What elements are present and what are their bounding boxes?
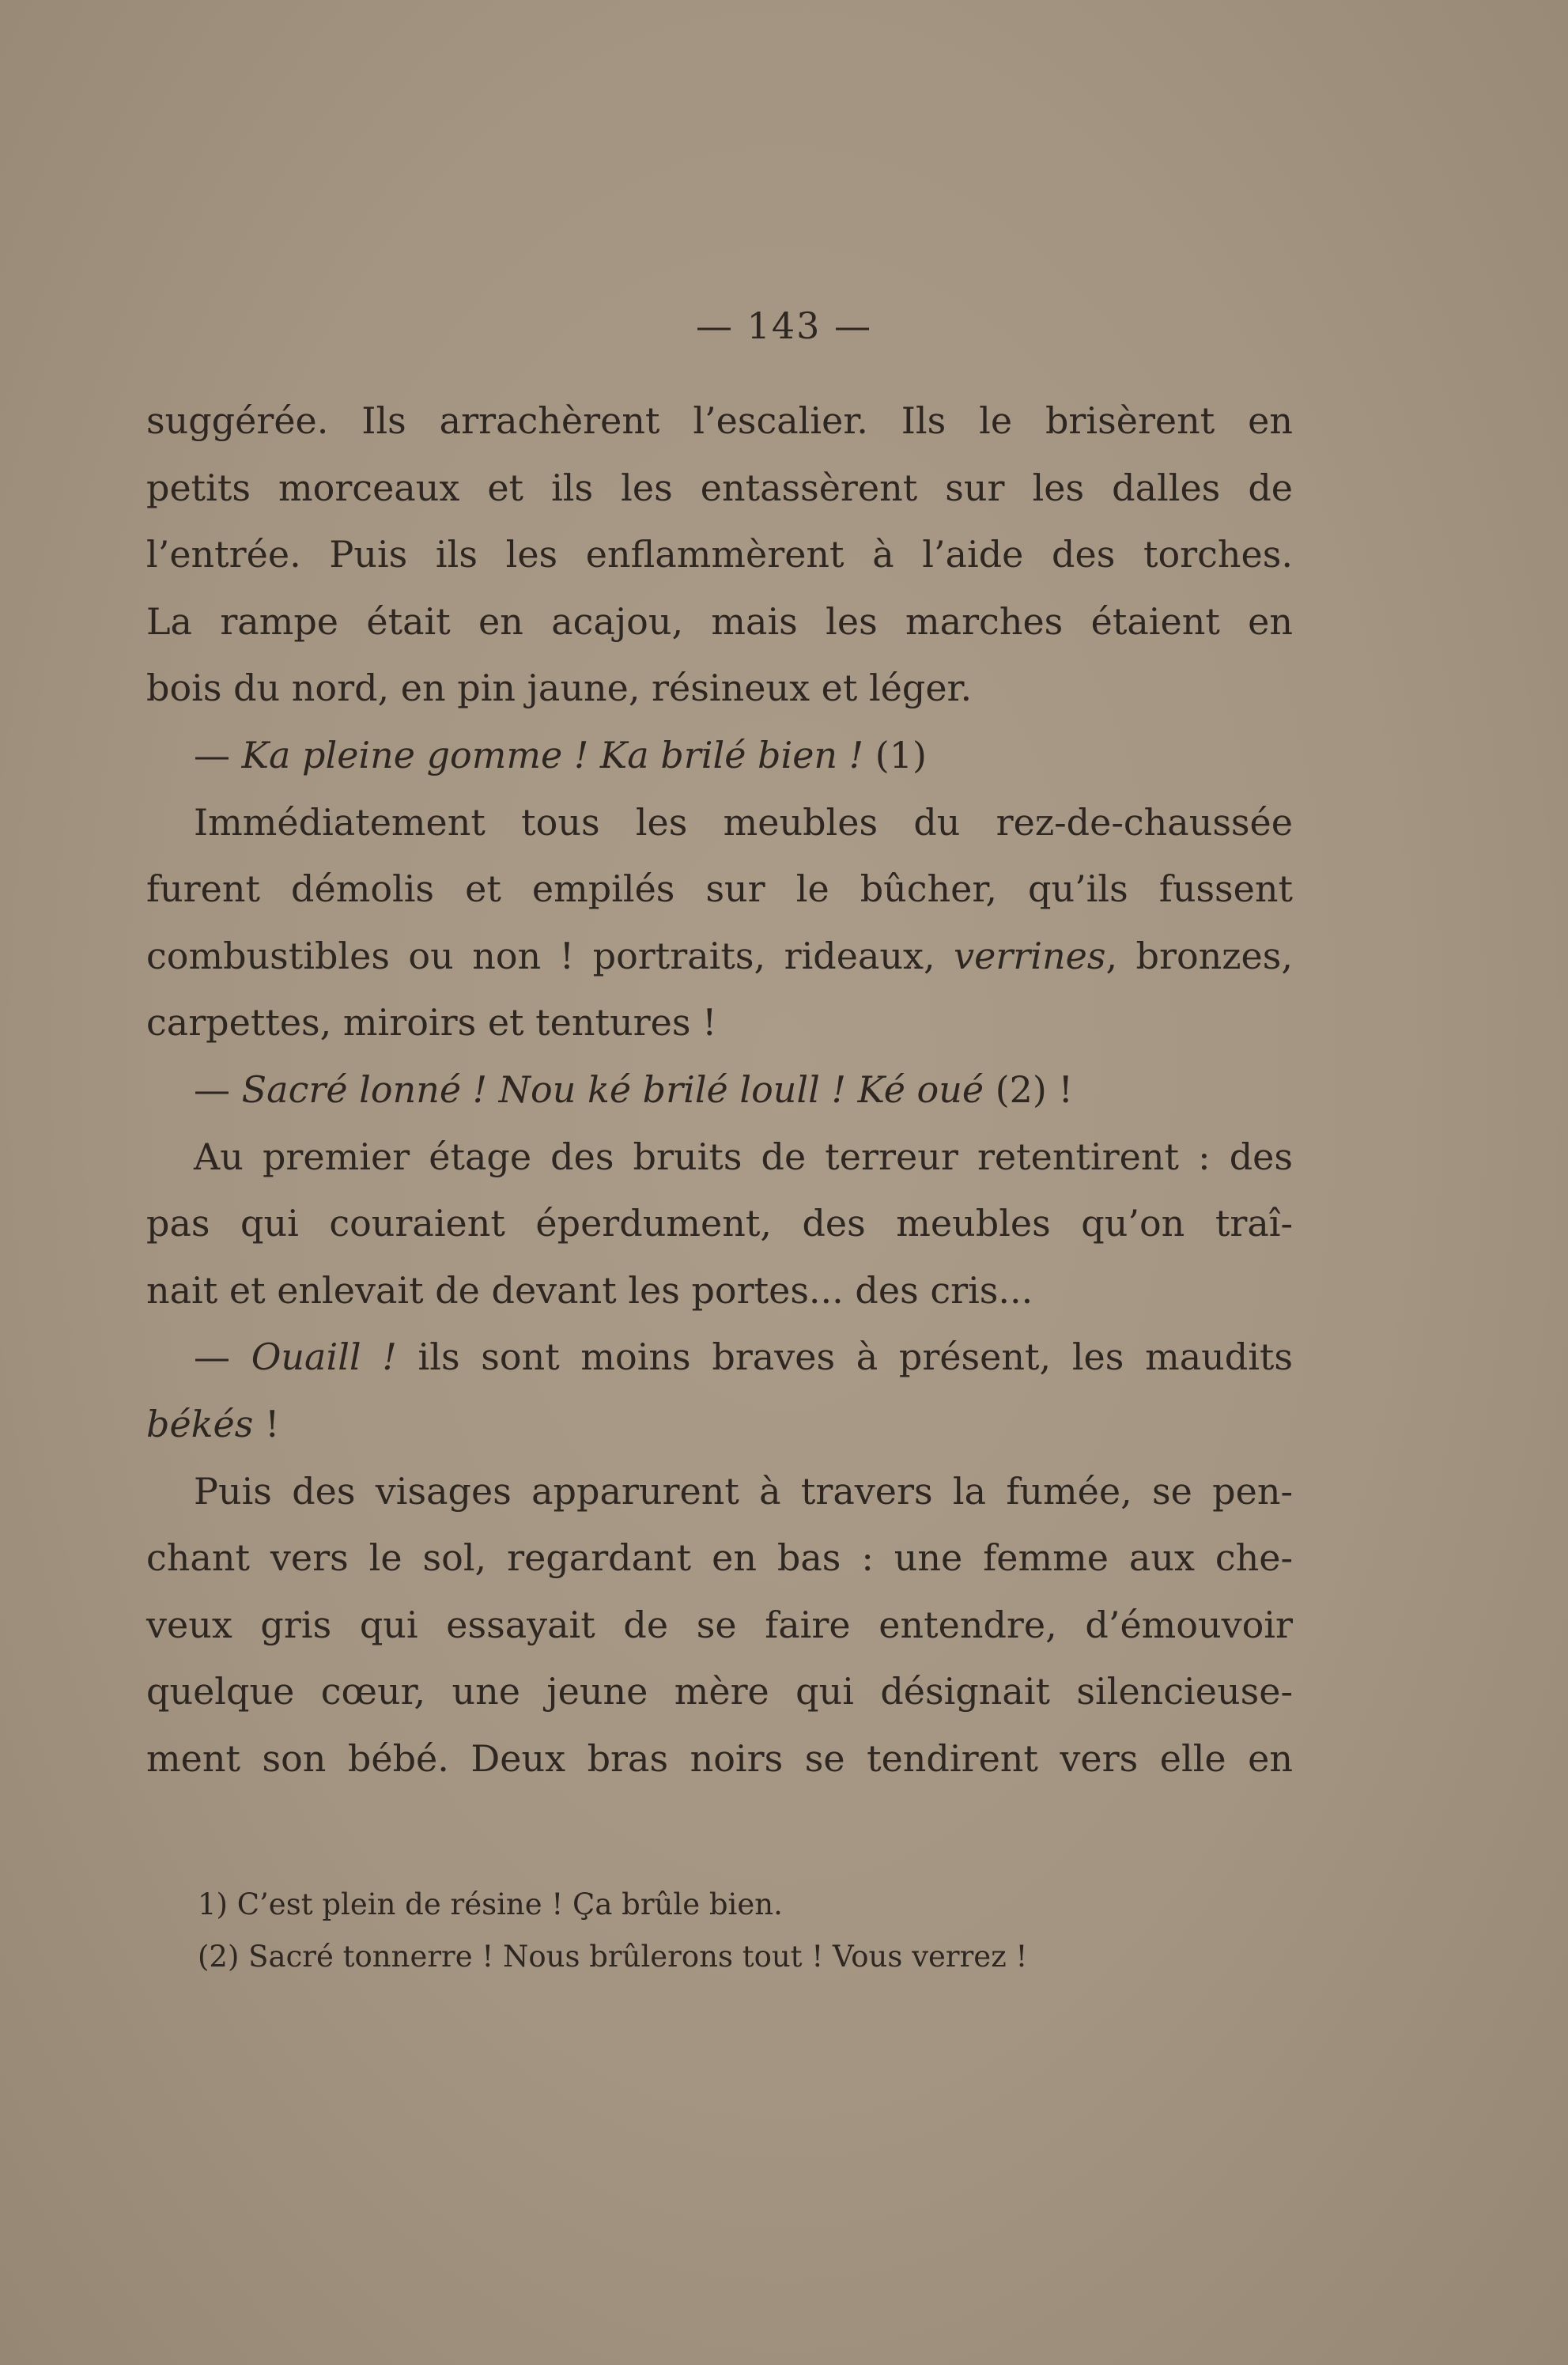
text-line: bois du nord, en pin jaune, résineux et léger. [146, 667, 973, 710]
footnote-ref: (2) ! [984, 1067, 1073, 1111]
text-line [146, 1391, 1293, 1458]
footnote: (2) Sacré tonnerre ! Nous brûlerons tout ! Vous verrez ! [198, 1940, 1028, 1974]
text-line: veux gris qui essayait de se faire entendre, d’émouvoir [146, 1603, 1293, 1646]
text-line: Immédiatement tous les meubles du rez-de-chaussée [194, 800, 1293, 844]
dialogue-line [146, 1324, 1293, 1391]
text-line: carpettes, miroirs et tentures ! [146, 1001, 717, 1045]
text-line: quelque cœur, une jeune mère qui désignait silencieuse- [146, 1670, 1293, 1713]
footnotes [198, 1879, 1226, 1983]
text-line: pas qui couraient éperdument, des meubles qu’on traî- [146, 1202, 1293, 1245]
text-line: La rampe était en acajou, mais les marches étaient en [146, 599, 1293, 643]
text-fragment: ! [253, 1402, 280, 1445]
text-fragment: combustibles ou non ! portraits, rideaux, [146, 934, 954, 977]
dash: — [194, 733, 242, 776]
italic-word: verrines [954, 934, 1106, 977]
text-line: suggérée. Ils arrachèrent l’escalier. Ils le brisèrent en [146, 399, 1293, 442]
creole-speech: Ka pleine gomme ! Ka brilé bien ! [241, 733, 864, 776]
dash: — [194, 1336, 251, 1379]
text-line: Au premier étage des bruits de terreur retentirent : des [194, 1135, 1293, 1178]
text-line: petits morceaux et ils les entassèrent sur les dalles de [146, 466, 1293, 509]
page-number: — 143 — [695, 304, 873, 347]
body-text [146, 387, 1293, 1792]
text-fragment: , bronzes, [1105, 934, 1293, 977]
text-line: nait et enlevait de devant les portes... des cris... [146, 1268, 1033, 1312]
text-line: furent démolis et empilés sur le bûcher, qu’ils fussent [146, 867, 1293, 911]
dialogue-line [146, 722, 1293, 789]
creole-speech: Ouaill ! [251, 1336, 397, 1379]
text-line: chant vers le sol, regardant en bas : une femme aux che- [146, 1536, 1293, 1580]
text-line: Puis des visages apparurent à travers la fumée, se pen- [194, 1469, 1293, 1513]
text-fragment: ils sont moins braves à présent, les maudits [396, 1336, 1294, 1379]
text-line [146, 923, 1293, 990]
creole-speech: Sacré lonné ! Nou ké brilé loull ! Ké oué [241, 1067, 984, 1111]
footnote-ref: (1) [863, 733, 927, 776]
italic-word: békés [146, 1402, 254, 1445]
footnote: 1) C’est plein de résine ! Ça brûle bien. [198, 1887, 783, 1921]
dialogue-line [146, 1056, 1293, 1124]
dash: — [194, 1067, 242, 1111]
text-line: l’entrée. Puis ils les enflammèrent à l’aide des torches. [146, 533, 1293, 576]
text-line: ment son bébé. Deux bras noirs se tendirent vers elle en [146, 1736, 1293, 1780]
